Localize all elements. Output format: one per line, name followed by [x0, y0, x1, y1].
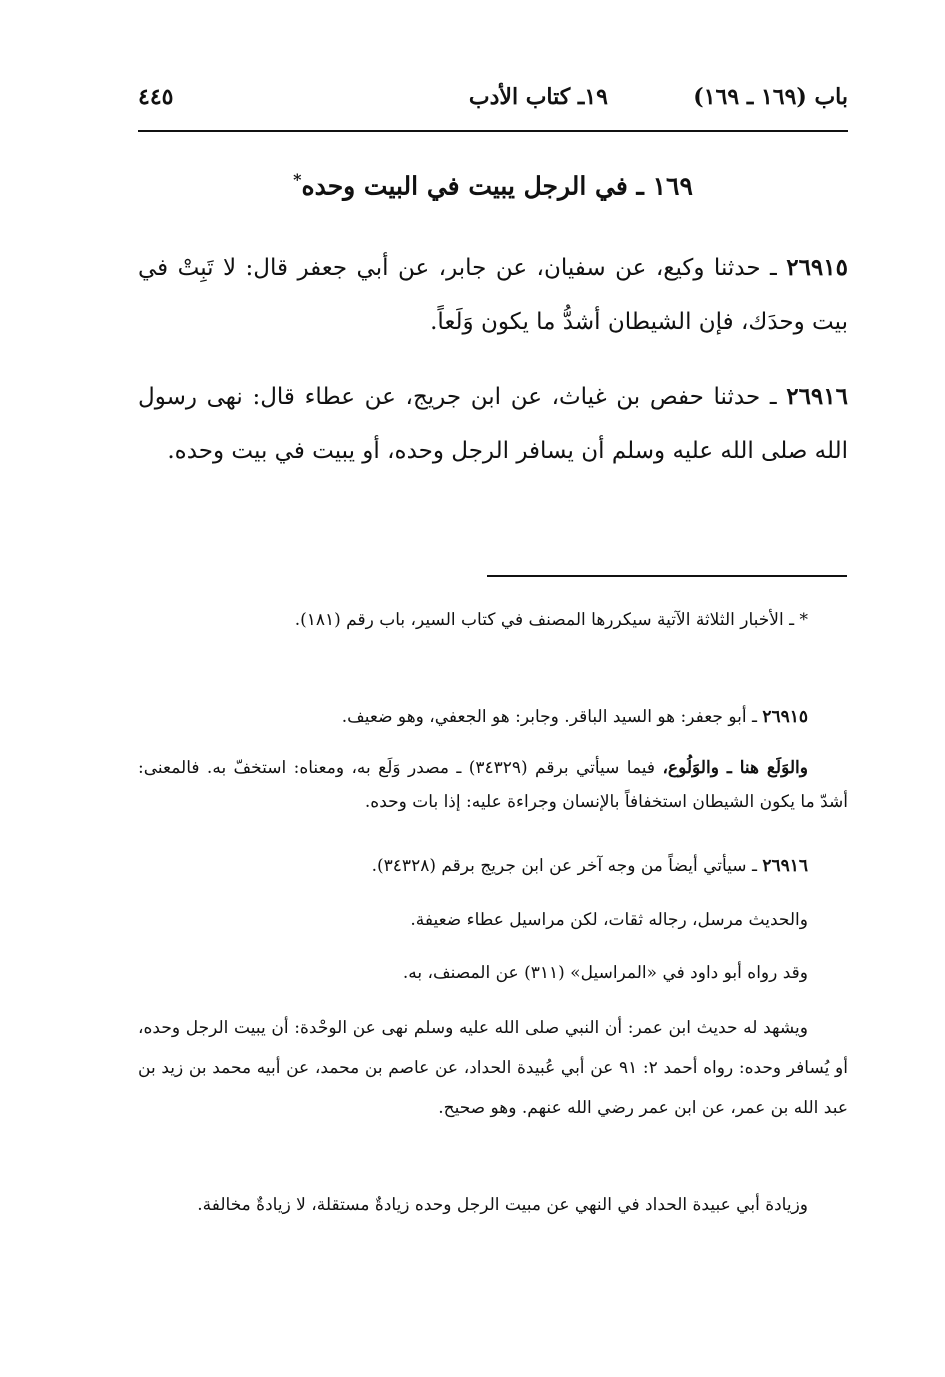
hadith-paragraph	[138, 241, 848, 349]
hadith-text: ـ حدثنا حفص بن غياث، عن ابن جريج، عن عطاء قال: نهى رسول الله صلى الله عليه وسلم أن يسافر الرجل وحده، أو يبيت في بيت وحده.	[138, 384, 848, 464]
footnote-mursal: والحديث مرسل، رجاله ثقات، لكن مراسيل عطاء ضعيفة.	[410, 910, 808, 930]
page-number: ٤٤٥	[138, 84, 174, 110]
hadith-paragraph	[138, 370, 848, 478]
footnote-separator	[487, 575, 847, 577]
hadith-number: ٢٦٩١٦	[786, 383, 848, 410]
footnote-text: ـ أبو جعفر: هو السيد الباقر. وجابر: هو الجعفي، وهو ضعيف.	[341, 707, 763, 727]
footnote-number: ٢٦٩١٥	[762, 707, 808, 727]
footnote-lead: والوَلَع هنا ـ والوَلُوع،	[662, 758, 808, 778]
chapter-title	[138, 170, 848, 200]
chapter-title-text: ١٦٩ ـ في الرجل يبيت في البيت وحده	[301, 171, 693, 201]
chapter-footnote-marker: *	[293, 170, 302, 189]
footnote-text: ـ سيأتي أيضاً من وجه آخر عن ابن جريج برقم (٣٤٣٢٨).	[371, 856, 763, 876]
hadith-number: ٢٦٩١٥	[786, 254, 848, 281]
section-label: باب (١٦٩ ـ ١٦٩)	[693, 84, 848, 110]
running-header	[138, 84, 848, 124]
footnote-star: * ـ الأخبار الثلاثة الآتية سيكررها المصنف في كتاب السير، باب رقم (١٨١).	[294, 610, 808, 630]
footnote-text: فيما سيأتي برقم (٣٤٣٢٩) ـ مصدر وَلَع به، ومعناه: استخفّ به. فالمعنى: أشدّ ما يكون الشيطان استخفافاً بالإنسان وجراءة عليه: إذا بات وحده.	[138, 758, 848, 812]
footnote-walaa	[138, 751, 848, 819]
header-rule	[138, 130, 848, 132]
footnote-addition: وزيادة أبي عبيدة الحداد في النهي عن مبيت الرجل وحده زيادةٌ مستقلة، لا زيادةٌ مخالفة.	[197, 1195, 808, 1215]
footnote-26916	[138, 848, 848, 884]
footnote-witness: ويشهد له حديث ابن عمر: أن النبي صلى الله عليه وسلم نهى عن الوحْدة: أن يبيت الرجل وحده، أو يُسافر وحده: رواه أحمد ٢: ٩١ عن أبي عُبيدة الحداد، عن عاصم بن محمد، عن أبيه محمد بن زيد بن عبد الله بن عمر، عن ابن عمر رضي الله عنهم. وهو صحيح.	[138, 1018, 848, 1118]
footnote-abu-dawud: وقد رواه أبو داود في «المراسيل» (٣١١) عن المصنف، به.	[402, 963, 808, 983]
book-label: ١٩ـ كتاب الأدب	[468, 84, 608, 110]
footnote-number: ٢٦٩١٦	[762, 856, 808, 876]
footnote-26915	[138, 699, 848, 735]
hadith-text: ـ حدثنا وكيع، عن سفيان، عن جابر، عن أبي جعفر قال: لا تَبِتْ في بيت وحدَك، فإن الشيطان أشدُّ ما يكون وَلَعاً.	[138, 255, 848, 335]
